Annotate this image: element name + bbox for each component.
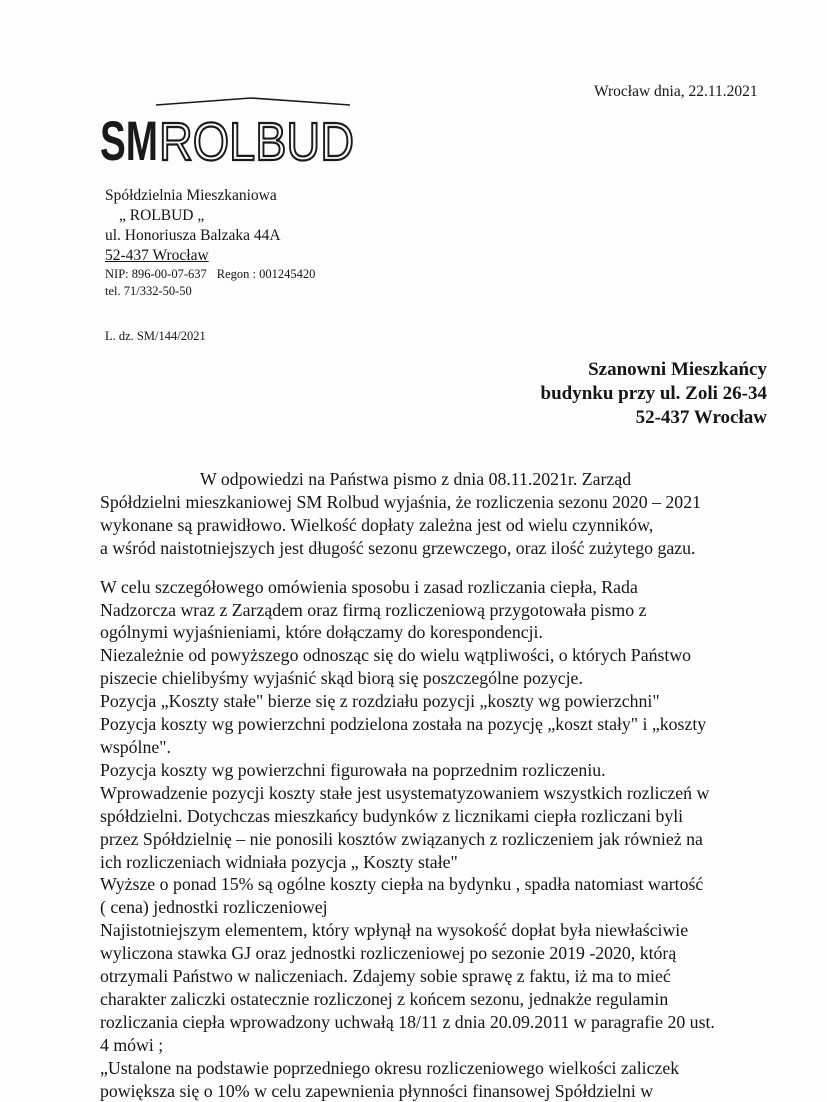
body-line: W celu szczegółowego omówienia sposobu i zasad rozliczania ciepła, Rada [100, 576, 638, 597]
body-line: W odpowiedzi na Państwa pismo z dnia 08.11.2021r. Zarząd [200, 469, 632, 489]
body-line: Pozycja koszty wg powierzchni podzielona została na pozycję „koszt stały" i „koszty [100, 714, 707, 735]
logo-text-bold: SM [100, 109, 158, 166]
body-line: 4 mówi ; [100, 1034, 164, 1055]
recipient-line: 52-437 Wrocław [635, 407, 767, 428]
place-date: Wrocław dnia, 22.11.2021 [594, 83, 758, 100]
body-line: Najistotniejszym elementem, który wpłynął na wysokość dopłat była niewłaściwie [100, 920, 689, 941]
logo-text-light: ROLBUD [159, 112, 354, 166]
body-line: wspólne". [100, 736, 171, 757]
body-line: Spółdzielni mieszkaniowej SM Rolbud wyjaśnia, że rozliczenia sezonu 2020 – 2021 [100, 491, 701, 512]
letter-body [100, 468, 780, 1102]
body-line: Pozycja „Koszty stałe" bierze się z rozdziału pozycji „koszty wg powierzchni" [100, 691, 660, 712]
body-line: wykonane są prawidłowo. Wielkość dopłaty zależna jest od wielu czynników, [100, 514, 654, 535]
company-logo [100, 96, 362, 166]
body-line: wyliczona stawka GJ oraz jednostki rozliczeniowej po sezonie 2019 -2020, którą [100, 943, 677, 964]
org-nip: NIP: 896-00-07-637 [105, 267, 207, 281]
body-line: Wyższe o ponad 15% są ogólne koszty ciepła na bydynku , spadła natomiast wartość [100, 874, 704, 895]
org-street: ul. Honoriusza Balzaka 44A [105, 227, 281, 244]
reference-number: L. dz. SM/144/2021 [105, 329, 206, 343]
body-line: piszecie chielibyśmy wyjaśnić skąd biorą się poszczególne pozycje. [100, 668, 583, 689]
body-line: ogólnymi wyjaśnieniami, które dołączamy do korespondencji. [100, 622, 543, 643]
org-regon: Regon : 001245420 [216, 267, 316, 281]
body-line: Pozycja koszty wg powierzchni figurowała na poprzednim rozliczeniu. [100, 759, 606, 780]
body-line: charakter zaliczki ostatecznie rozliczonej z końcem sezonu, jednakże regulamin [100, 988, 669, 1009]
body-line: otrzymali Państwo w naliczeniach. Zdajemy sobie sprawę z faktu, iż ma to mieć [100, 966, 671, 987]
recipient-line: Szanowni Mieszkańcy [588, 359, 767, 380]
body-line: przez Spółdzielnię – nie ponosili kosztów związanych z rozliczeniem jak również na [100, 828, 703, 849]
body-line: „Ustalone na podstawie poprzedniego okresu rozliczeniowego wielkości zaliczek [100, 1057, 680, 1078]
recipient-line: budynku przy ul. Zoli 26-34 [540, 383, 767, 404]
body-line: Wprowadzenie pozycji koszty stałe jest usystematyzowaniem wszystkich rozliczeń w [100, 782, 710, 803]
org-city: 52-437 Wrocław [105, 247, 209, 264]
org-phone: tel. 71/332-50-50 [105, 284, 192, 298]
body-line: ( cena) jednostki rozliczeniowej [100, 897, 328, 918]
recipient-block [541, 358, 768, 430]
org-short-name: „ ROLBUD „ [119, 207, 205, 224]
body-line: a wśród naistotniejszych jest długość sezonu grzewczego, oraz ilość zużytego gazu. [100, 537, 696, 558]
sender-address [105, 186, 315, 300]
body-line: powiększa się o 10% w celu zapewnienia płynności finansowej Spółdzielni w [100, 1080, 654, 1101]
body-line: spółdzielni. Dotychczas mieszkańcy budynków z licznikami ciepła rozliczani byli [100, 805, 684, 826]
body-line: ich rozliczeniach widniała pozycja „ Koszty stałe" [100, 851, 458, 872]
org-name: Spółdzielnia Mieszkaniowa [105, 187, 277, 204]
body-line: rozliczania ciepła wprowadzony uchwałą 18/11 z dnia 20.09.2011 w paragrafie 20 ust. [100, 1011, 715, 1032]
body-line: Nadzorcza wraz z Zarządem oraz firmą rozliczeniową przygotowała pismo z [100, 599, 647, 620]
body-line: Niezależnie od powyższego odnosząc się do wielu wątpliwości, o których Państwo [100, 645, 692, 666]
